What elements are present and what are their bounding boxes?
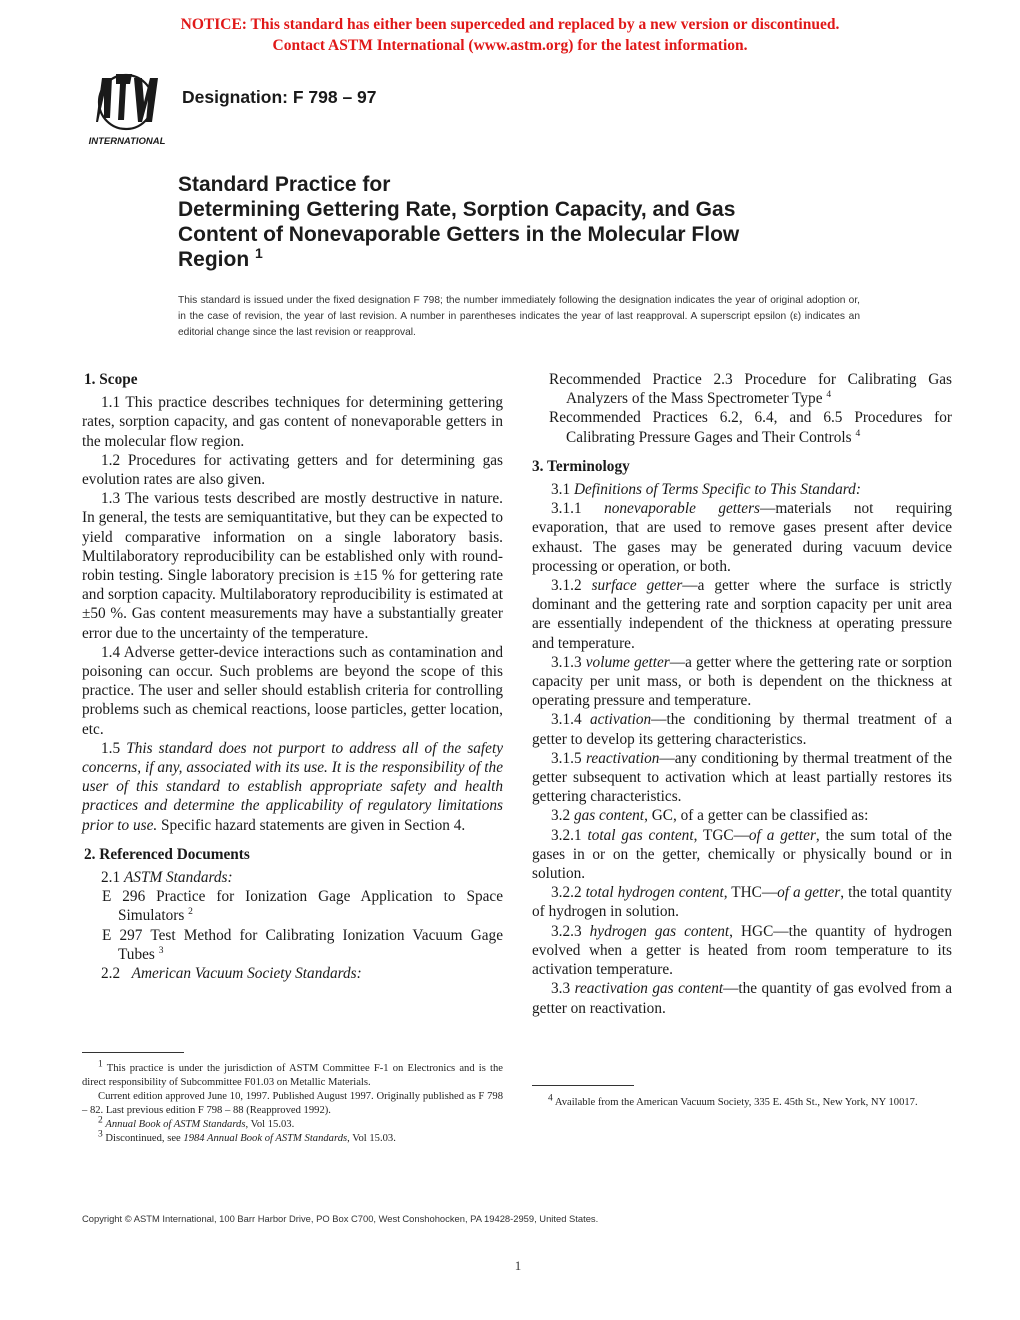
footnotes-right bbox=[532, 1093, 952, 1110]
footnote-2 bbox=[82, 1115, 503, 1132]
title-line-3: Content of Nonevaporable Getters in the Molecular Flow bbox=[178, 223, 740, 246]
def-3-2-1-term: total gas content bbox=[587, 826, 694, 844]
safety-caveat: This standard does not purport to address all of the safety concerns, if any, associated with its use. It is the responsibility of the user of this standard to establish appropriate safety and health practices and determine the applicability of regulatory limitations prior to use. bbox=[82, 739, 503, 834]
def-3-1-2-term: surface getter bbox=[591, 577, 683, 595]
ref-e296-text: E 296 Practice for Ionization Gage Application to Space Simulators bbox=[102, 888, 503, 925]
document-title bbox=[178, 172, 858, 272]
section-1-heading: 1. Scope bbox=[84, 371, 138, 388]
def-3-1-5 bbox=[532, 749, 952, 807]
copyright-line: Copyright © ASTM International, 100 Barr Harbor Drive, PO Box C700, West Conshohocken, PA 19428-2959, United States. bbox=[82, 1213, 599, 1224]
title-line-1: Standard Practice for bbox=[178, 173, 391, 196]
def-3-1-4-def: —the conditioning by thermal treatment of a getter to develop its gettering characteristics. bbox=[532, 711, 952, 748]
astm-logo bbox=[86, 72, 168, 148]
def-3-2-1-qualifier: of a getter bbox=[748, 826, 816, 844]
def-3-2-2 bbox=[532, 883, 952, 921]
def-3-2-1-def: , the sum total of the gases in or on the getter, chemically or physically bound or in solution. bbox=[532, 826, 952, 883]
footnote-3-prefix: Discontinued, see bbox=[105, 1133, 181, 1144]
footnote-3 bbox=[82, 1129, 503, 1146]
section-2-heading: 2. Referenced Documents bbox=[84, 845, 250, 863]
para-1-5-num: 1.5 bbox=[101, 739, 121, 757]
ref-rp-6-text: Recommended Practices 6.2, 6.4, and 6.5 Procedures for Calibrating Pressure Gages and Their Controls bbox=[549, 409, 952, 446]
para-2-1-num: 2.1 bbox=[101, 869, 121, 887]
def-3-2-2-def: , the total quantity of hydrogen in solution. bbox=[532, 884, 952, 921]
footnote-4-text: Available from the American Vacuum Society, 335 E. 45th St., New York, NY 10017. bbox=[554, 1097, 918, 1108]
footnote-2-source: Annual Book of ASTM Standards bbox=[105, 1119, 246, 1130]
issuance-note: This standard is issued under the fixed designation F 798; the number immediately following the designation indicates the year of original adoption or, in the case of revision, the year of last revision. A number in parentheses indicates the year of last reapproval. A superscript epsilon (ε) indicates an editorial change since the last revision or reapproval. bbox=[178, 295, 860, 338]
footnote-1-text: This practice is under the jurisdiction of ASTM Committee F-1 on Electronics and is the direct responsibility of Subcommittee F01.03 on Metallic Materials. bbox=[82, 1063, 503, 1088]
footnote-4 bbox=[532, 1093, 952, 1110]
title-line-4: Region bbox=[178, 248, 250, 271]
def-3-1-3-def: —a getter where the gettering rate or sorption capacity per unit mass, or both is dependent on the thickness at operating pressure and temperature. bbox=[532, 653, 952, 710]
para-2-2-num: 2.2 bbox=[101, 965, 121, 983]
def-3-1-4-num: 3.1.4 bbox=[551, 711, 582, 729]
def-3-1 bbox=[532, 480, 952, 499]
def-3-1-label: Definitions of Terms Specific to This Standard: bbox=[573, 481, 861, 499]
footnote-rule-right bbox=[532, 1085, 634, 1086]
def-3-1-num: 3.1 bbox=[551, 481, 571, 499]
def-3-2 bbox=[532, 806, 952, 825]
def-3-3-term: reactivation gas content bbox=[574, 980, 724, 998]
def-3-1-3 bbox=[532, 653, 952, 711]
supersession-notice bbox=[0, 14, 1020, 56]
def-3-2-2-qualifier: of a getter bbox=[777, 884, 841, 902]
footnote-rule-left bbox=[82, 1052, 184, 1053]
footnotes-left bbox=[82, 1059, 503, 1146]
def-3-2-num: 3.2 bbox=[551, 807, 571, 825]
def-3-1-1 bbox=[532, 499, 952, 576]
footnote-2-mark: 2 bbox=[98, 1115, 103, 1126]
def-3-1-3-term: volume getter bbox=[585, 653, 670, 671]
para-1-2: 1.2 Procedures for activating getters and for determining gas evolution rates are also given. bbox=[82, 451, 503, 489]
ref-rp-2-3-footnote-mark[interactable]: 4 bbox=[826, 390, 832, 401]
notice-line-2: Contact ASTM International (www.astm.org) for the latest information. bbox=[272, 37, 748, 54]
def-3-2-3 bbox=[532, 922, 952, 980]
ref-rp-6-footnote-mark[interactable]: 4 bbox=[855, 428, 861, 439]
def-3-1-1-num: 3.1.1 bbox=[551, 500, 582, 518]
astm-standards-label: ASTM Standards: bbox=[123, 869, 233, 887]
def-3-1-2 bbox=[532, 576, 952, 653]
def-3-2-3-num: 3.2.3 bbox=[551, 922, 582, 940]
para-1-4: 1.4 Adverse getter-device interactions such as contamination and poisoning can occur. Such problems are beyond the scope of this practice. The user and seller should establish criteria for controlling problems such as chemical reactions, loose particles, getter location, etc. bbox=[82, 643, 503, 738]
def-3-3-num: 3.3 bbox=[551, 980, 571, 998]
def-3-1-5-term: reactivation bbox=[586, 749, 660, 767]
def-3-2-1-abbr: , TGC— bbox=[693, 826, 749, 844]
para-1-3: 1.3 The various tests described are mostly destructive in nature. In general, the tests are semiquantitative, but they can be expected to yield comparative information on a single laboratory basis. Multilaboratory reproducibility can be established only with round-robin testing. Single laboratory precision is ±15 % for gettering rate and sorption capacity. Multilaboratory reproducibility is estimated at ±50 %. Gas content measurements may have a substantially greater error due to the uncertainty of the temperature. bbox=[82, 490, 503, 642]
footnote-3-mark: 3 bbox=[98, 1129, 103, 1140]
def-3-1-1-term: nonevaporable getters bbox=[604, 500, 761, 518]
footnote-4-mark: 4 bbox=[548, 1093, 553, 1104]
footnote-1-edition: Current edition approved June 10, 1997. Published August 1997. Originally published as F 798 – 82. Last previous edition F 798 – 88 (Reapproved 1992). bbox=[82, 1091, 503, 1116]
ref-e297-text: E 297 Test Method for Calibrating Ionization Vacuum Gage Tubes bbox=[102, 926, 503, 963]
footnote-3-volume: , Vol 15.03. bbox=[347, 1133, 396, 1144]
def-3-2-1 bbox=[532, 826, 952, 884]
title-line-2: Determining Gettering Rate, Sorption Capacity, and Gas bbox=[178, 198, 736, 221]
footnote-3-source: 1984 Annual Book of ASTM Standards bbox=[183, 1133, 348, 1144]
def-3-1-5-def: —any conditioning by thermal treatment of the getter subsequent to activation which at least partially restores its gettering characteristics. bbox=[532, 749, 952, 806]
section-3-heading: 3. Terminology bbox=[532, 457, 630, 475]
title-footnote-mark[interactable]: 1 bbox=[255, 245, 263, 261]
ref-e296 bbox=[82, 887, 503, 925]
def-3-2-def: , GC, of a getter can be classified as: bbox=[644, 807, 869, 825]
def-3-1-5-num: 3.1.5 bbox=[551, 749, 582, 767]
avs-standards-label: American Vacuum Society Standards: bbox=[131, 965, 362, 983]
right-column bbox=[532, 370, 952, 1018]
para-2-2 bbox=[82, 964, 503, 983]
def-3-1-1-def: —materials not requiring evaporation, that are used to remove gases present after device exhaust. The gases may be generated during vacuum device processing or operation, or both. bbox=[532, 500, 953, 575]
def-3-2-3-term: hydrogen gas content bbox=[589, 922, 730, 940]
def-3-1-4 bbox=[532, 710, 952, 748]
def-3-2-2-num: 3.2.2 bbox=[551, 884, 582, 902]
def-3-2-2-term: total hydrogen content bbox=[585, 884, 724, 902]
logo-subtitle: INTERNATIONAL bbox=[88, 136, 166, 147]
def-3-3-def: —the quantity of gas evolved from a getter on reactivation. bbox=[532, 980, 952, 1017]
ref-e296-footnote-mark[interactable]: 2 bbox=[188, 907, 193, 918]
para-1-1: 1.1 This practice describes techniques for determining gettering rates, sorption capacity, and gas content of nonevaporable getters in the molecular flow region. bbox=[82, 394, 503, 450]
def-3-2-1-num: 3.2.1 bbox=[551, 826, 582, 844]
hazard-reference: Specific hazard statements are given in Section 4. bbox=[161, 816, 466, 834]
ref-rp-2-3 bbox=[532, 370, 952, 408]
def-3-2-2-abbr: , THC— bbox=[723, 884, 778, 902]
def-3-1-4-term: activation bbox=[589, 711, 652, 729]
page-number: 1 bbox=[514, 1258, 522, 1273]
ref-rp-6 bbox=[532, 408, 952, 446]
ref-e297 bbox=[82, 926, 503, 964]
def-3-3 bbox=[532, 979, 952, 1017]
notice-line-1: NOTICE: This standard has either been superceded and replaced by a new version or discontinued. bbox=[180, 16, 840, 33]
para-2-1 bbox=[82, 868, 503, 887]
def-3-2-3-def: , HGC—the quantity of hydrogen evolved when a getter is heated from room temperature to its activation temperature. bbox=[532, 922, 952, 979]
designation: Designation: F 798 – 97 bbox=[182, 87, 377, 107]
footnote-2-volume: , Vol 15.03. bbox=[245, 1119, 295, 1130]
def-3-1-3-num: 3.1.3 bbox=[551, 653, 582, 671]
footnote-1-mark: 1 bbox=[98, 1059, 103, 1070]
def-3-1-2-def: —a getter where the surface is strictly dominant and the gettering rate and sorption capacity per unit area are essentially independent of the thickness at operating pressure and temperature. bbox=[532, 577, 952, 652]
footnote-1 bbox=[82, 1059, 503, 1090]
def-3-1-2-num: 3.1.2 bbox=[551, 577, 582, 595]
ref-e297-footnote-mark[interactable]: 3 bbox=[158, 945, 164, 956]
para-1-5 bbox=[82, 739, 503, 835]
left-column bbox=[82, 370, 503, 983]
ref-rp-2-3-text: Recommended Practice 2.3 Procedure for Calibrating Gas Analyzers of the Mass Spectrometer Type bbox=[549, 371, 952, 408]
def-3-2-term: gas content bbox=[573, 807, 645, 825]
